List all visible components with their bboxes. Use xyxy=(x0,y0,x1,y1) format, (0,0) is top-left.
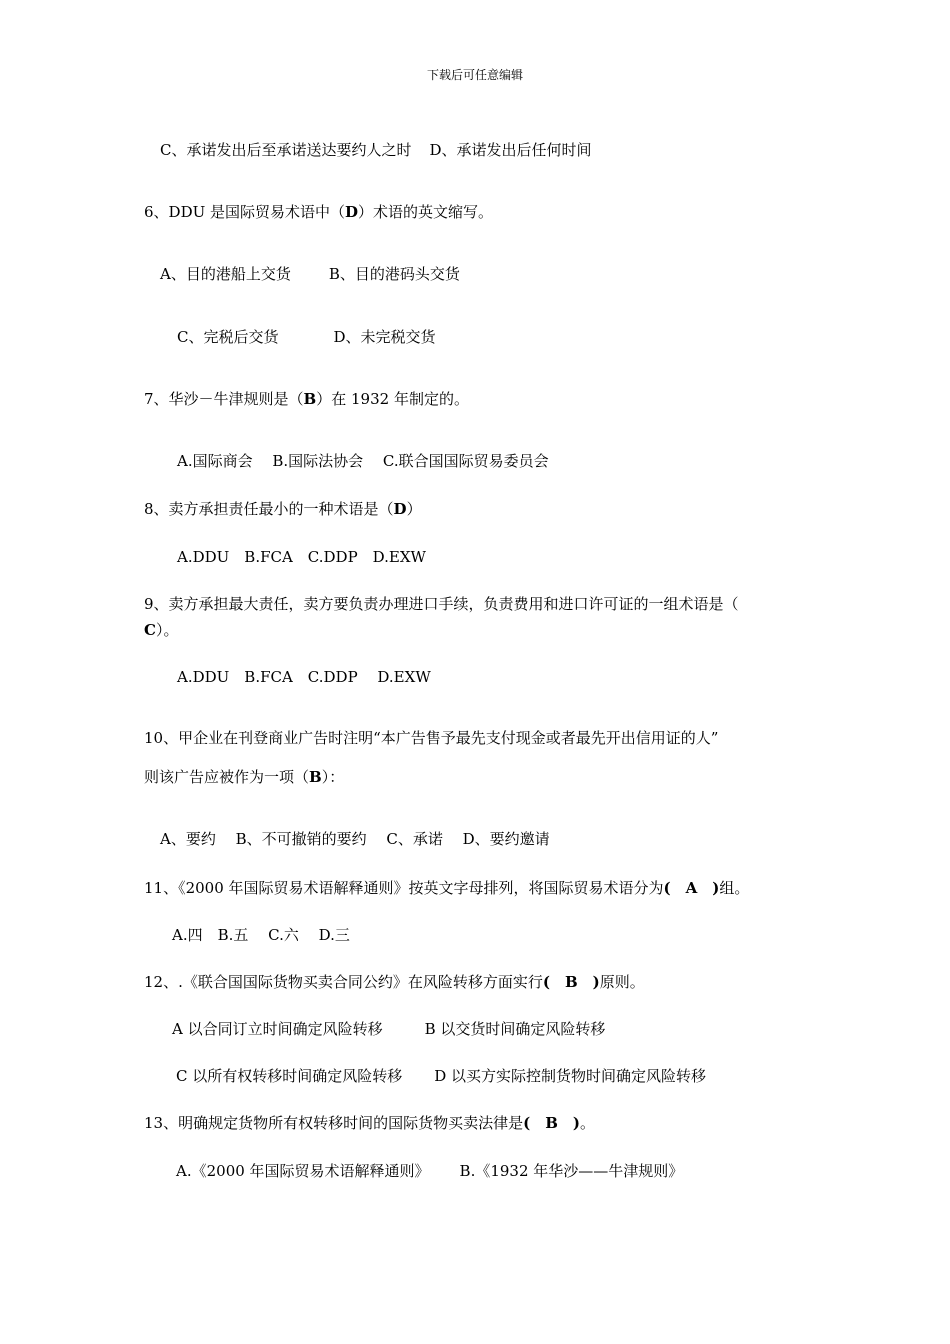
question-text-end: ）： xyxy=(321,768,345,786)
question-text: 8、卖方承担责任最小的一种术语是（ xyxy=(144,500,394,518)
answer: ( A ) xyxy=(663,879,720,897)
question-text: 6、DDU 是国际贸易术语中（ xyxy=(144,203,346,221)
option-line xyxy=(177,327,436,347)
answer: D xyxy=(393,500,407,518)
question-text-end: 原则。 xyxy=(599,973,645,991)
answer: D xyxy=(345,203,359,221)
question-text-end: ） xyxy=(406,500,422,518)
option-d: D 以买方实际控制货物时间确定风险转移 xyxy=(434,1067,707,1085)
page-header: 下载后可任意编辑 xyxy=(426,68,523,82)
option-b: B.《1932 年华沙——牛津规则》 xyxy=(459,1162,684,1180)
option-line: A.DDU B.FCA C.DDP D.EXW xyxy=(177,668,431,686)
option-line: A、要约 B、不可撤销的要约 C、承诺 D、要约邀请 xyxy=(160,830,550,848)
option-a: A 以合同订立时间确定风险转移 xyxy=(172,1020,383,1038)
question-9-cont xyxy=(144,620,178,640)
question-text-end: ）术语的英文缩写。 xyxy=(358,203,494,221)
question-10: 10、甲企业在刊登商业广告时注明“本广告售予最先支付现金或者最先开出信用证的人” xyxy=(144,729,719,747)
question-9: 9、卖方承担最大责任，卖方要负责办理进口手续，负责费用和进口许可证的一组术语是（ xyxy=(144,595,739,613)
option-c: C、完税后交货 xyxy=(177,328,279,346)
option-a: A.《2000 年国际贸易术语解释通则》 xyxy=(176,1162,430,1180)
option-b: B 以交货时间确定风险转移 xyxy=(424,1020,606,1038)
answer: ( B ) xyxy=(542,973,600,991)
question-text: 12、.《联合国国际货物买卖合同公约》在风险转移方面实行 xyxy=(144,973,543,991)
answer: B xyxy=(309,768,322,786)
option-line: A.四 B.五 C.六 D.三 xyxy=(172,926,350,944)
option-line xyxy=(176,1066,706,1086)
question-text-end: 组。 xyxy=(719,879,750,897)
answer: B xyxy=(303,390,317,408)
question-text: 13、明确规定货物所有权转移时间的国际货物买卖法律是 xyxy=(144,1114,524,1132)
option-line: A.DDU B.FCA C.DDP D.EXW xyxy=(177,548,426,566)
question-13 xyxy=(144,1113,595,1133)
question-text: 11、《2000 年国际贸易术语解释通则》按英文字母排列，将国际贸易术语分为 xyxy=(144,879,664,897)
question-7 xyxy=(144,389,469,409)
question-8 xyxy=(144,499,422,519)
option-a: A、目的港船上交货 xyxy=(160,265,291,283)
option-c: C、承诺发出后至承诺送达要约人之时 xyxy=(160,141,412,159)
question-text: 则该广告应被作为一项（ xyxy=(144,768,310,786)
question-10-cont xyxy=(144,767,344,787)
option-line xyxy=(160,140,592,160)
option-d: D、未完税交货 xyxy=(333,328,436,346)
answer: ( B ) xyxy=(523,1114,580,1132)
question-text: 7、华沙－牛津规则是（ xyxy=(144,390,304,408)
question-text-end: ）在 1932 年制定的。 xyxy=(316,390,469,408)
question-text-end: 。 xyxy=(579,1114,595,1132)
option-c: C 以所有权转移时间确定风险转移 xyxy=(176,1067,403,1085)
option-d: D、承诺发出后任何时间 xyxy=(429,141,592,159)
option-b: B、目的港码头交货 xyxy=(328,265,460,283)
option-line xyxy=(176,1161,683,1181)
option-line xyxy=(172,1019,605,1039)
question-text-end: ）。 xyxy=(155,621,179,639)
answer: C xyxy=(144,621,156,639)
option-line xyxy=(160,264,460,284)
question-11 xyxy=(144,878,749,898)
question-6 xyxy=(144,202,493,222)
question-12 xyxy=(144,972,645,992)
option-line: A.国际商会 B.国际法协会 C.联合国国际贸易委员会 xyxy=(177,452,549,470)
